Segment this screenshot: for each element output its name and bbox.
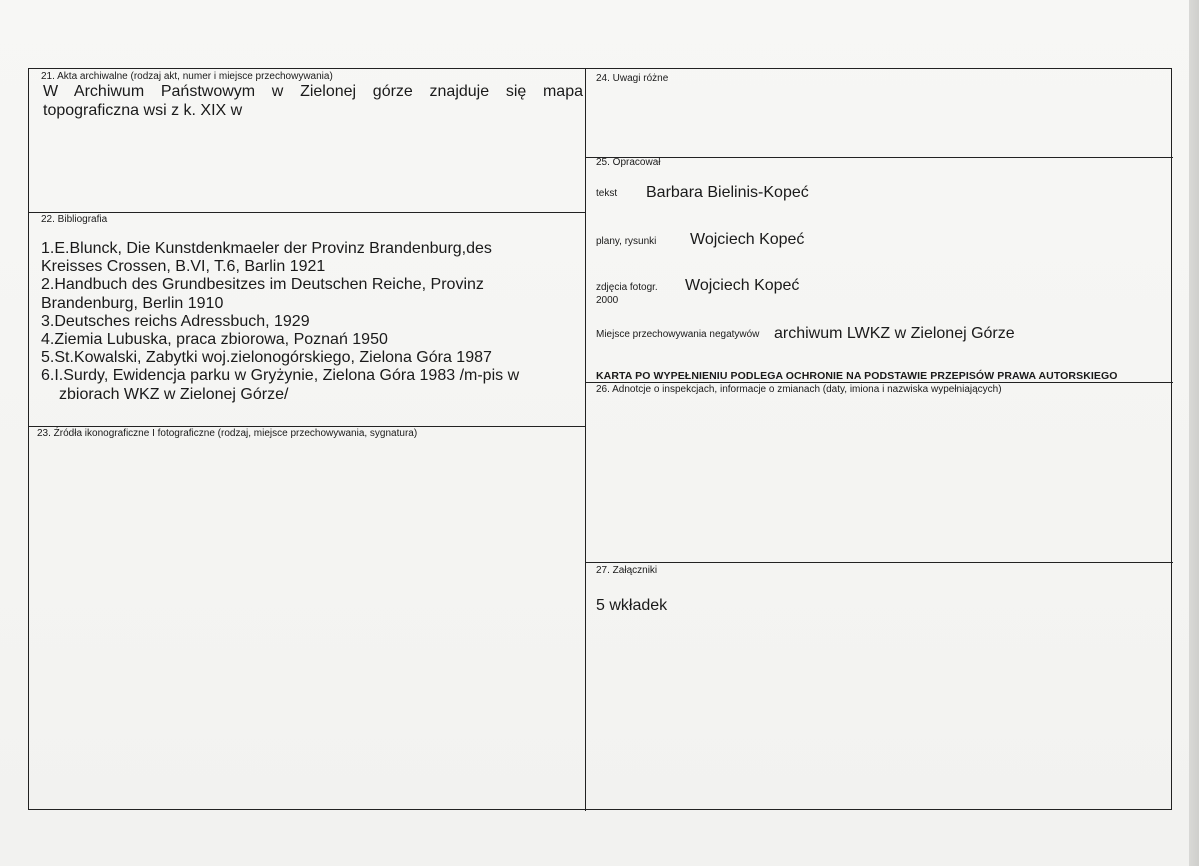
bibliography-item: Kreisses Crossen, B.VI, T.6, Barlin 1921 [41,258,326,276]
section-27-label: 27. Załączniki [596,565,658,576]
section-24-label: 24. Uwagi różne [596,73,669,84]
section-25-label: 25. Opracował [596,157,661,168]
section-25-prepared-by [586,157,1173,382]
page-edge-shadow [1189,0,1199,866]
zdjecia-label: zdjęcia fotogr. [596,282,658,293]
section-21-archival-records [29,69,585,212]
bibliography-item: 4.Ziemia Lubuska, praca zbiorowa, Poznań 1950 [41,331,388,349]
tekst-author: Barbara Bielinis-Kopeć [646,184,809,201]
bibliography-item: 6.I.Surdy, Ewidencja parku w Gryżynie, Zielona Góra 1983 /m-pis w [41,367,520,385]
section-21-text: W Archiwum Państwowym w Zielonej górze znajduje się mapa topograficzna wsi z k. XIX w [43,83,583,119]
copyright-notice: KARTA PO WYPEŁNIENIU PODLEGA OCHRONIE NA PODSTAWIE PRZEPISÓW PRAWA AUTORSKIEGO [596,370,1118,382]
plany-author: Wojciech Kopeć [690,231,805,248]
section-22-bibliography [29,212,585,426]
bibliography-item: 2.Handbuch des Grundbesitzes im Deutschen Reiche, Provinz [41,276,484,294]
plany-label: plany, rysunki [596,236,657,247]
bibliography-item: 3.Deutsches reichs Adressbuch, 1929 [41,312,310,330]
section-22-label: 22. Bibliografia [41,214,108,225]
tekst-label: tekst [596,188,618,199]
bibliography-item: 5.St.Kowalski, Zabytki woj.zielonogórskiego, Zielona Góra 1987 [41,349,492,367]
section-26-label: 26. Adnotcje o inspekcjach, informacje o zmianach (daty, imiona i nazwiska wypełniających) [596,384,1002,395]
section-27-attachments [586,562,1173,811]
section-26-inspection-notes [586,382,1173,562]
attachments-value: 5 wkładek [596,597,668,614]
zdjecia-year: 2000 [596,295,619,306]
bibliography-item: 1.E.Blunck, Die Kunstdenkmaeler der Provinz Brandenburg,des [41,240,492,257]
bibliography-list [41,240,519,404]
section-23-iconographic-sources [29,426,585,811]
registry-card-form [28,68,1172,810]
section-21-label: 21. Akta archiwalne (rodzaj akt, numer i miejsce przechowywania) [41,71,333,82]
bibliography-item: zbiorach WKZ w Zielonej Górze/ [59,385,289,403]
zdjecia-author: Wojciech Kopeć [685,277,800,294]
section-23-label: 23. Źródła ikonograficzne I fotograficzne (rodzaj, miejsce przechowywania, sygnatura) [37,428,418,439]
negatives-location-label: Miejsce przechowywania negatywów [596,329,760,340]
section-24-remarks [586,69,1173,157]
bibliography-item: Brandenburg, Berlin 1910 [41,294,224,312]
negatives-location-value: archiwum LWKZ w Zielonej Górze [774,325,1015,342]
